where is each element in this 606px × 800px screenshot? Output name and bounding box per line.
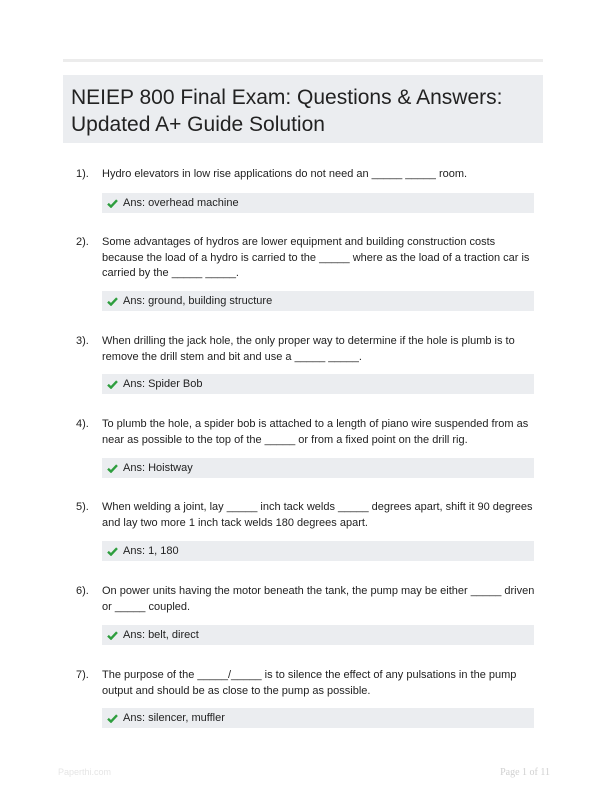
answer-box: [102, 374, 534, 394]
question-text: Hydro elevators in low rise applications do not need an _____ _____ room.: [102, 168, 468, 180]
question-number: 5).: [76, 501, 89, 513]
answer-box: [102, 541, 534, 561]
question-item: [76, 167, 536, 209]
check-icon: [107, 297, 118, 306]
document-title-box: [63, 75, 543, 143]
question-text: When welding a joint, lay _____ inch tack welds _____ degrees apart, shift it 90 degrees and lay two more 1 inch tack welds 180 degrees apart.: [102, 501, 533, 529]
question-text: Some advantages of hydros are lower equipment and building construction costs because the load of a hydro is carried to the _____ where as the load of a traction car is carried by the _____ _____.: [102, 236, 530, 279]
answer-text: Ans: overhead machine: [123, 197, 239, 209]
check-icon: [107, 714, 118, 723]
question-number: 3).: [76, 335, 89, 347]
question-text: On power units having the motor beneath the tank, the pump may be either _____ driven or _____ coupled.: [102, 585, 535, 613]
question-text: The purpose of the _____/_____ is to silence the effect of any pulsations in the pump output and should be as close to the pump as possible.: [102, 669, 517, 697]
question-text: When drilling the jack hole, the only proper way to determine if the hole is plumb is to remove the drill stem and bit and use a _____ _____.: [102, 335, 515, 363]
check-icon: [107, 631, 118, 640]
answer-text: Ans: 1, 180: [123, 545, 179, 557]
check-icon: [107, 199, 118, 208]
answer-box: [102, 625, 534, 645]
answer-box: [102, 708, 534, 728]
question-item: [76, 417, 536, 474]
page-number: Page 1 of 11: [500, 767, 550, 778]
answer-box: [102, 291, 534, 311]
question-item: [76, 668, 536, 724]
question-item: [76, 500, 536, 557]
question-item: [76, 235, 536, 307]
check-icon: [107, 547, 118, 556]
question-item: [76, 584, 536, 641]
check-icon: [107, 380, 118, 389]
answer-text: Ans: silencer, muffler: [123, 712, 225, 724]
question-number: 6).: [76, 585, 89, 597]
answer-box: [102, 458, 534, 478]
top-divider: [63, 59, 543, 62]
answer-box: [102, 193, 534, 213]
title-line-2: Updated A+ Guide Solution: [71, 113, 325, 136]
title-line-1: NEIEP 800 Final Exam: Questions & Answers:: [71, 86, 503, 109]
question-number: 1).: [76, 168, 89, 180]
question-number: 4).: [76, 418, 89, 430]
footer-site-watermark: Paperthi.com: [58, 767, 112, 777]
check-icon: [107, 464, 118, 473]
answer-text: Ans: Spider Bob: [123, 378, 203, 390]
answer-text: Ans: belt, direct: [123, 629, 199, 641]
question-number: 2).: [76, 236, 89, 248]
question-item: [76, 334, 536, 390]
document-title: [71, 84, 543, 138]
answer-text: Ans: Hoistway: [123, 462, 193, 474]
question-text: To plumb the hole, a spider bob is attached to a length of piano wire suspended from as near as possible to the top of the _____ or from a fixed point on the drill rig.: [102, 418, 529, 446]
answer-text: Ans: ground, building structure: [123, 295, 273, 307]
question-number: 7).: [76, 669, 89, 681]
